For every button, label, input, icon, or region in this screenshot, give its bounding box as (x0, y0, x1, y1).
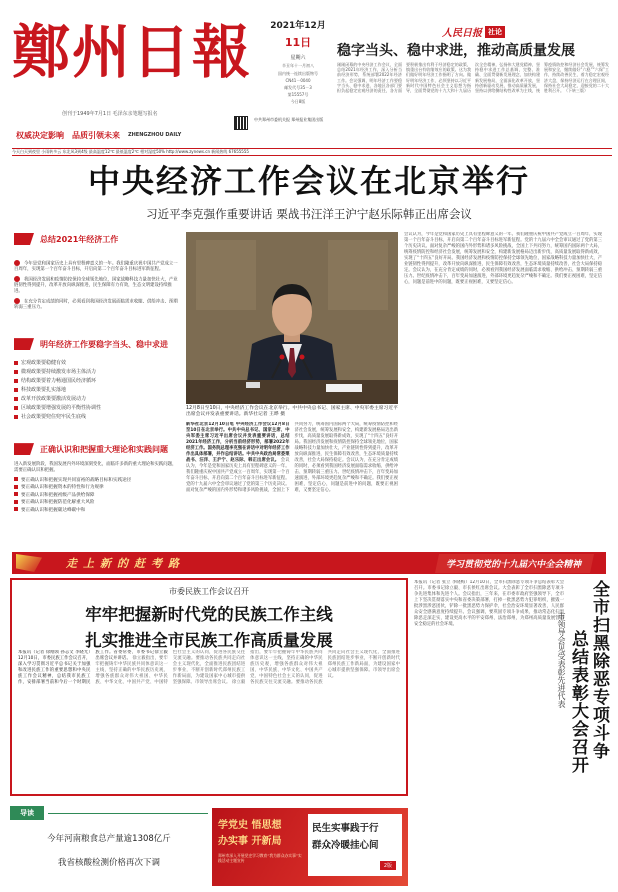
square-bullet-icon (14, 415, 18, 419)
square-bullet-icon (14, 507, 18, 511)
list-item: 今年是党和国家历史上具有里程碑意义的一年。我们隆重庆祝中国共产党成立一百周年，实现第一个百年奋斗目标，开启向第二个百年奋斗目标进军新征程。 (14, 261, 178, 273)
promo-right (308, 814, 402, 876)
guide-item-1[interactable]: 今年河南粮食总产量逾1308亿斤 (47, 834, 171, 844)
bullet-icon (14, 260, 20, 266)
square-bullet-icon (14, 379, 18, 383)
list-item: 社会政策要兜住兜牢民生底线 (14, 413, 179, 422)
main-headline[interactable]: 中央经济工作会议在北京举行 (87, 162, 530, 200)
issue-info-4: 今日8版 (290, 99, 306, 104)
date-year: 2021年12月 (270, 21, 326, 31)
section2-list (14, 359, 179, 422)
square-bullet-icon (14, 477, 18, 481)
article-lead-text: 新华社北京12月10日电 中央经济工作会议12月8日至10日在北京举行。中共中央总书记、国家主席、中央军委主席习近平出席会议并发表重要讲话，总结2021年经济工作，分析当前经济形势，部署2022年经济工作。国务院总理李克强在讲话中对明年经济工作作出具体部署，并作总结讲话。中共中央政治局常委栗战书、汪洋、王沪宁、赵乐际、韩正出席会议。 (186, 422, 290, 463)
founded-line: 创刊于1949年7月1日 毛泽东亲笔题写报名 (62, 111, 158, 117)
square-bullet-icon (14, 492, 18, 496)
theme-banner[interactable] (12, 552, 606, 574)
masthead (12, 10, 612, 145)
square-bullet-icon (14, 500, 18, 504)
promo-block[interactable] (212, 808, 408, 886)
list-item: 在充分肯定成绩的同时，必须看到我国经济发展面临需求收缩、供给冲击、预期转弱三重压力。 (14, 299, 178, 311)
section1-title: 总结2021年经济工作 (40, 234, 119, 244)
promo-right-line1: 民生实事践于行 (312, 823, 379, 834)
list-item: 结构政策要着力畅通国民经济循环 (14, 377, 179, 386)
slogan-b: 品质引领未来 (72, 130, 120, 140)
photo-caption: 12月8日至10日，中央经济工作会议在北京举行。中共中央总书记、国家主席、中央军委主席习近平出席会议并发表重要讲话。新华社记者 王晔 摄 (186, 406, 398, 418)
issue-info-3: 第15557号 (287, 92, 309, 97)
list-item: 要正确认识和把握碳达峰碳中和 (14, 507, 179, 515)
sub-headline: 习近平李克强作重要讲话 栗战书汪洋王沪宁赵乐际韩正出席会议 (146, 207, 472, 221)
square-bullet-icon (14, 370, 18, 374)
list-item: 改革开放政策要激活发展动力 (14, 395, 179, 404)
square-bullet-icon (14, 361, 18, 365)
ethnic-title-1: 牢牢把握新时代党的民族工作主线 (85, 605, 333, 624)
banner-right: 学习贯彻党的十九届六中全会精神 (435, 554, 594, 573)
ethnic-work-article[interactable] (10, 578, 408, 796)
section2-title: 明年经济工作要稳字当头、稳中求进 (40, 339, 168, 349)
award-subtitle: 市领导会见受表彰先进代表 (557, 612, 566, 708)
award-title-line-1: 全市扫黑除恶专项斗争 (589, 580, 609, 760)
weather-ticker: 今天白天到夜里 小雨转多云 东北风3到4级 最高温度12℃ 最低温度2℃ 相对湿度50% http://www.zynews.cn 新闻热线 67655555 (12, 148, 612, 156)
list-item: 要正确认识和把握实现共同富裕的战略目标和实践途径 (14, 477, 179, 485)
section1-header (14, 232, 179, 246)
issue-info-1: CN41－0040 (285, 78, 311, 83)
square-bullet-icon (14, 485, 18, 489)
award-title-line-2: 总结表彰大会召开 (568, 630, 588, 774)
promo-left-caption: 郑州市深入开展党史学习教育“我为群众办实事”实践活动主题宣传 (218, 853, 302, 863)
lunar-date: 辛丑年十一月初八 (282, 63, 314, 68)
square-bullet-icon (14, 397, 18, 401)
lead-photo[interactable] (186, 232, 398, 404)
speaker-illustration (186, 232, 398, 404)
slogan-a: 权威决定影响 (16, 130, 64, 140)
weekday: 星期六 (290, 55, 306, 61)
award-title[interactable] (568, 580, 612, 830)
list-item: 要正确认识和把握资本的特性和行为规律 (14, 484, 179, 492)
issue-info-2: 邮发代号35－3 (284, 85, 312, 90)
article-lead-continued: 会议认为，今年是党和国家历史上具有里程碑意义的一年。我们隆重庆祝中国共产党成立一百周年，实现第一个百年奋斗目标，开启向第二个百年奋斗目标进军新征程。党的十九届六中全会审议通过了党的第三个历史决议。面对复杂严峻的国内外形势和诸多风险挑战，全国上下共同努力，统筹国内国际两个大局，统筹疫情防控和经济社会发展，统筹发展和安全，构建新发展格局迈出新步伐，高质量发展取得新成效，实现了“十四五”良好开局。我国经济发展和疫情防控保持全球领先地位，国家战略科技力量加快壮大，产业链韧性得到提升，改革开放向纵深推进，民生保障有效改善，生态环境质量持续改善，社会大局保持稳定。会议认为，在充分肯定成绩的同时，必须看到我国经济发展面临需求收缩、供给冲击、预期转弱三重压力。世纪疫情冲击下，百年变局加速演进，外部环境更趋复杂严峻和不确定。我们要正视困难，坚定信心，问题是前进中的问题，既要正视困难，又要坚定信心。 (186, 422, 398, 493)
award-body: 本报讯（记者 张立 李晓梅）12月10日，全市扫黑除恶专项斗争总结表彰大会召开。市委书记徐立毅、市长侯红出席会议。大会表彰了全市扫黑除恶专项斗争先进集体和先进个人。会议指出，三年来，在市委市政府坚强领导下，全市上下坚决贯彻落实中央和省委决策部署，打掉一批黑恶势力犯罪组织，摧毁一批涉黑涉恶团伙，铲除一批黑恶势力保护伞，社会治安环境显著改善，人民群众安全感满意度持续提升。会议强调，要巩固专项斗争成果，推动常态化扫黑除恶走深走实，建设更高水平的平安郑州、法治郑州，为郑州高质量发展营造安全稳定的社会环境。 (414, 580, 564, 627)
section3-intro: 进入新发展阶段，我国发展内外环境深刻变化，面临许多新的重大理论和实践问题，需要正确认识和把握。 (14, 462, 177, 473)
promo-right-line2: 群众冷暖挂心间 (312, 840, 379, 851)
guide-item-2[interactable]: 我省核酸检测价格再次下调 (57, 858, 160, 868)
ethnic-body-text-cont: 徐立毅指出，要牢牢把握铸牢中华民族共同体意识这一主线，坚持正确的中华民族历史观，增强各族群众对伟大祖国、中华民族、中华文化、中国共产党、中国特色社会主义的认同，促进各民族交往交流交融。要推动各民族共同走向社会主义现代化，全面推进民族团结进步事业，不断开创新时代郑州民族工作新局面，为建设国家中心城市提供坚强保障。市领导出席会议。 (232, 650, 400, 685)
banner-left: 走上新的赶考路 (66, 557, 185, 570)
article-body-right: 会议认为，今年是党和国家历史上具有里程碑意义的一年。我们隆重庆祝中国共产党成立一百周年，实现第一个百年奋斗目标，开启向第二个百年奋斗目标进军新征程。党的十九届六中全会审议通过了党的第三个历史决议。面对复杂严峻的国内外形势和诸多风险挑战，全国上下共同努力，统筹国内国际两个大局，统筹疫情防控和经济社会发展，统筹发展和安全，构建新发展格局迈出新步伐，高质量发展取得新成效，实现了“十四五”良好开局。我国经济发展和疫情防控保持全球领先地位，国家战略科技力量加快壮大，产业链韧性得到提升，改革开放向纵深推进，民生保障有效改善，生态环境质量持续改善，社会大局保持稳定。会议认为，在充分肯定成绩的同时，必须看到我国经济发展面临需求收缩、供给冲击、预期转弱三重压力。世纪疫情冲击下，百年变局加速演进，外部环境更趋复杂严峻和不确定。我们要正视困难，坚定信心，问题是前进中的问题，既要正视困难，又要坚定信心。 (404, 232, 602, 285)
section3-list (14, 477, 179, 515)
slogan-row (16, 128, 276, 142)
article-lead (186, 422, 398, 548)
star-icon (14, 233, 34, 245)
list-item: 我国经济发展和疫情防控保持全球领先地位，国家战略科技力量加快壮大，产业链韧性得到提升，改革开放向纵深推进，民生保障有力有效，生态文明建设持续推进。 (14, 277, 178, 295)
section2-header (14, 337, 179, 351)
ethnic-lead: 本报讯（记者 徐刚领 孙志文 李晓光）12月10日，市委民族工作会议召开，深入学习贯彻习近平总书记关于加强和改进民族工作的重要思想和中央民族工作会议精神，总结我市民族工作，安排部署当前和今后一个时期民族工作。省委常委、市委书记徐立毅出席会议并讲话。 (18, 650, 168, 685)
list-item: 区域政策要增强发展的平衡性协调性 (14, 404, 179, 413)
ethnic-title-2: 扎实推进全市民族工作高质量发展 (85, 631, 333, 650)
section3-title: 正确认识和把握重大理论和实践问题 (40, 444, 168, 454)
list-item: 科技政策要扎实落地 (14, 386, 179, 395)
list-item: 微观政策要持续激发市场主体活力 (14, 368, 179, 377)
editorial-tag: 社论 (485, 26, 505, 38)
guide-label: 导读 (10, 806, 44, 820)
editorial-title[interactable]: 稳字当头、稳中求进，推动高质量发展 (337, 43, 575, 59)
star-icon (14, 443, 34, 455)
qr-code-icon[interactable] (234, 116, 248, 130)
newspaper-logo: 鄭州日報 (12, 18, 253, 86)
promo-left-line2: 办实事 开新局 (218, 836, 282, 847)
list-item: 宏观政策要稳健有效 (14, 359, 179, 368)
section3-header (14, 442, 179, 456)
square-bullet-icon (14, 388, 18, 392)
guide-divider (48, 813, 208, 814)
editorial-brand-text: 人民日报 (442, 28, 482, 39)
promo-right-badge: 2版 (380, 861, 396, 870)
ethnic-body (18, 650, 400, 790)
promo-left-line1: 学党史 悟思想 (218, 820, 282, 831)
list-item: 要正确认识和把握初级产品供给保障 (14, 492, 179, 500)
pinyin-name: ZHENGZHOU DAILY (128, 132, 182, 138)
banner-flag-icon (16, 554, 42, 572)
bullet-icon (14, 298, 20, 304)
ethnic-body-text: 徐立毅指出，要牢牢把握铸牢中华民族共同体意识这一主线，坚持正确的中华民族历史观，增强各族群众对伟大祖国、中华民族、中华文化、中国共产党、中国特色社会主义的认同，促进各民族交往交流交融。要推动各民族共同走向社会主义现代化，全面推进民族团结进步事业，不断开创新时代郑州民族工作新局面，为建设国家中心城市提供坚强保障。市领导出席会议。 (95, 650, 246, 685)
editorial-body: 刚刚闭幕的中央经济工作会议，全面总结2021年经济工作，深入分析当前经济形势，系统部署2022年经济工作。会议强调，明年经济工作要稳字当头、稳中求进，各地区各部门要担负起稳定宏观经济的责任，各方面要积极推出有利于经济稳定的政策，慎重出台有收缩效应的政策。这为我们做好明年经济工作指明了方向。做好明年经济工作，必须坚持以习近平新时代中国特色社会主义思想为指导，全面贯彻党的十九大和十九届历次全会精神，弘扬伟大建党精神，坚持稳中求进工作总基调，完整、准确、全面贯彻新发展理念，加快构建新发展格局，全面深化改革开放，坚持创新驱动发展，推动高质量发展，坚持以供给侧结构性改革为主线，统筹疫情防控和经济社会发展，统筹发展和安全，继续做好“六稳”“六保”工作，持续改善民生，着力稳定宏观经济大盘，保持经济运行在合理区间，保持社会大局稳定，迎接党的二十大胜利召开。（下转三版） (337, 62, 609, 94)
section1-list (14, 260, 179, 311)
bullet-icon (14, 276, 20, 282)
star-icon (14, 338, 34, 350)
qr-caption: 中共郑州市委机关报 郑州报业集团出版 (254, 117, 324, 122)
date-day: 11日 (284, 36, 312, 49)
list-item: 要正确认识和把握防范化解重大风险 (14, 499, 179, 507)
ethnic-kicker: 市委民族工作会议召开 (169, 587, 249, 596)
square-bullet-icon (14, 406, 18, 410)
guide-section (10, 806, 208, 886)
issue-info-0: 国内统一连续出版物号 (278, 71, 318, 76)
guide-header (10, 806, 208, 820)
editorial-brand (442, 24, 505, 39)
promo-left (218, 816, 304, 863)
